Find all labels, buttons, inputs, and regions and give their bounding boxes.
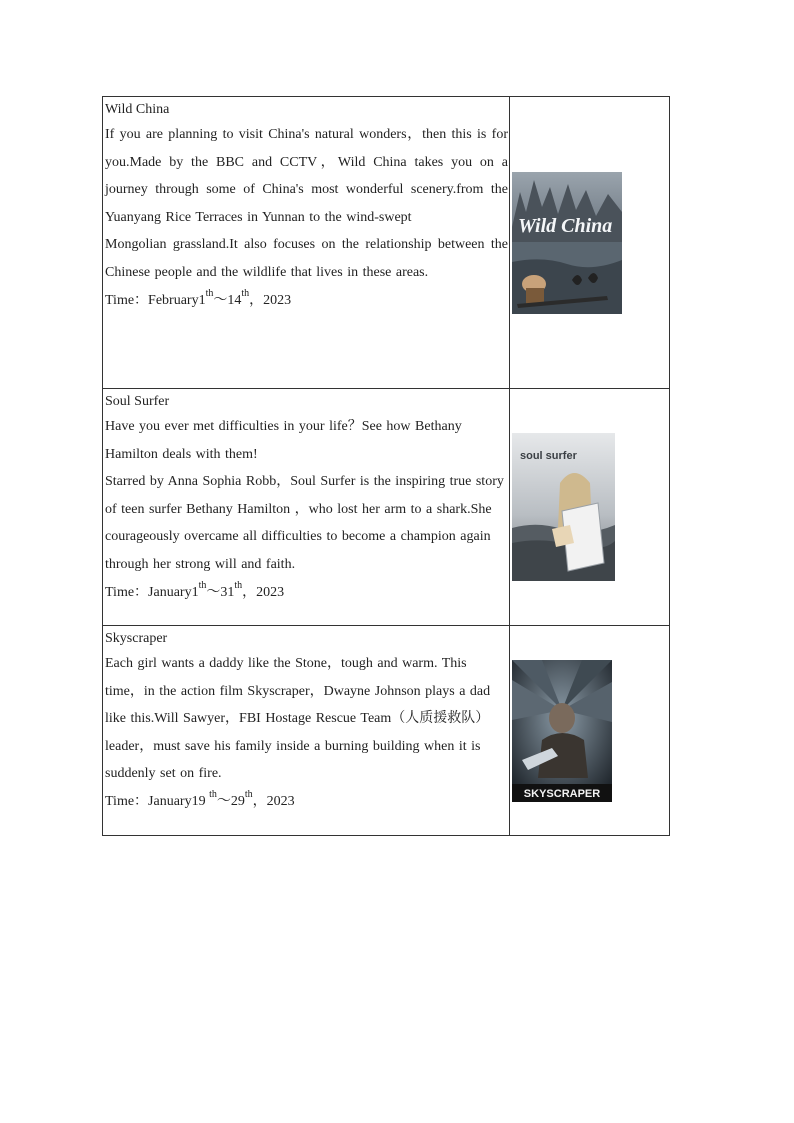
film-row bbox=[103, 389, 670, 626]
film-text-cell bbox=[103, 389, 510, 626]
film-description: Mongolian grassland.It also focuses on the relationship between the Chinese people and the wildlife that lives in these areas. bbox=[105, 237, 508, 280]
wild-china-poster bbox=[512, 172, 669, 314]
poster-logo: soul surfer bbox=[520, 450, 577, 462]
film-text-cell bbox=[103, 626, 510, 836]
film-title: Wild China bbox=[105, 102, 170, 117]
film-time: Time：January19 $^{th}$～29th，2023 bbox=[105, 789, 295, 809]
film-description: If you are planning to visit China's natural wonders，then this is for you.Made by the BBC and CCTV，Wild China takes you on a journey through some of China's most wonderful scenery.from the Yuanyang Rice Terraces in Yunnan to the wind-swept bbox=[105, 127, 508, 225]
film-title: Soul Surfer bbox=[105, 394, 170, 409]
film-poster-cell bbox=[510, 626, 670, 836]
soul-surfer-poster bbox=[512, 433, 669, 581]
film-title: Skyscraper bbox=[105, 631, 168, 646]
poster-logo: SKYSCRAPER bbox=[523, 787, 601, 800]
film-description: Starred by Anna Sophia Robb，Soul Surfer is the inspiring true story of teen surfer Bethany Hamilton ，who lost her arm to a shark.She courageously overcame all difficulties to become a champion again through her strong will and faith. bbox=[105, 474, 504, 572]
poster-logo: Wild China bbox=[518, 214, 613, 237]
film-poster-cell bbox=[510, 97, 670, 389]
film-time: Time：January1th～31th，2023 bbox=[105, 579, 285, 600]
film-time: Time：February1th～14th，2023 bbox=[105, 287, 292, 308]
film-description: Each girl wants a daddy like the Stone，tough and warm. This time，in the action film Skyscraper，Dwayne Johnson plays a dad like this.Will Sawyer，FBI Hostage Rescue Team（人质援救队）leader，must save his family inside a burning building when it is suddenly set on fire. bbox=[105, 656, 491, 782]
film-poster-cell bbox=[510, 389, 670, 626]
film-row bbox=[103, 97, 670, 389]
films-table bbox=[102, 96, 670, 836]
skyscraper-poster bbox=[512, 660, 669, 802]
film-row bbox=[103, 626, 670, 836]
film-description: Have you ever met difficulties in your life？See how Bethany Hamilton deals with them! bbox=[105, 419, 462, 462]
film-text-cell bbox=[103, 97, 510, 389]
